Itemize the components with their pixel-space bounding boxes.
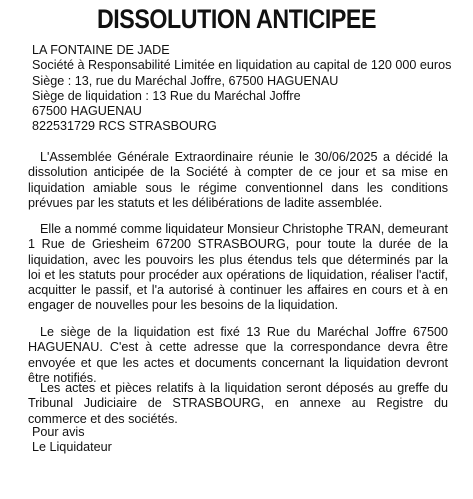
company-name: LA FONTAINE DE JADE bbox=[32, 43, 170, 57]
paragraph-liquidator-appointment: Elle a nommé comme liquidateur Monsieur Christophe TRAN, demeurant 1 Rue de Griesheim 67200 STRASBOURG, pour toute la durée de la liquidation, avec les pouvoirs les plus étendus tels que déterminés par la loi et les statuts pour procéder aux opérations de liquidation, réaliser l'actif, acquitter le passif, et l'a autorisé à continuer les affaires en cours et à en engager de nouvelles pour les besoins de la liquidation. bbox=[28, 222, 448, 313]
paragraph-filing: Les actes et pièces relatifs à la liquidation seront déposés au greffe du Tribunal Judiciaire de STRASBOURG, en annexe au Registre du commerce et des sociétés. bbox=[28, 381, 448, 426]
notice-closing bbox=[32, 425, 332, 456]
liquidation-office-line1: Siège de liquidation : 13 Rue du Maréchal Joffre bbox=[32, 88, 301, 103]
closing-pour-avis: Pour avis bbox=[32, 425, 85, 439]
paragraph-dissolution-decision: L'Assemblée Générale Extraordinaire réunie le 30/06/2025 a décidé la dissolution anticipée de la Société à compter de ce jour et sa mise en liquidation amiable sous le régime conventionnel dans les conditions prévues par les statuts et les délibérations de ladite assemblée. bbox=[28, 150, 448, 210]
company-legal-form: Société à Responsabilité Limitée en liquidation au capital de 120 000 euros bbox=[32, 58, 452, 73]
company-registration: 822531729 RCS STRASBOURG bbox=[32, 119, 217, 134]
liquidation-office-line2: 67500 HAGUENAU bbox=[32, 104, 142, 119]
closing-signatory: Le Liquidateur bbox=[32, 440, 112, 455]
company-header bbox=[32, 43, 462, 135]
company-head-office: Siège : 13, rue du Maréchal Joffre, 67500 HAGUENAU bbox=[32, 73, 339, 88]
notice-title: DISSOLUTION ANTICIPEE bbox=[96, 4, 377, 34]
paragraph-liquidation-seat: Le siège de la liquidation est fixé 13 Rue du Maréchal Joffre 67500 HAGUENAU. C'est à cette adresse que la correspondance devra être envoyée et que les actes et documents concernant la liquidation devront être notifiés. bbox=[28, 325, 448, 385]
